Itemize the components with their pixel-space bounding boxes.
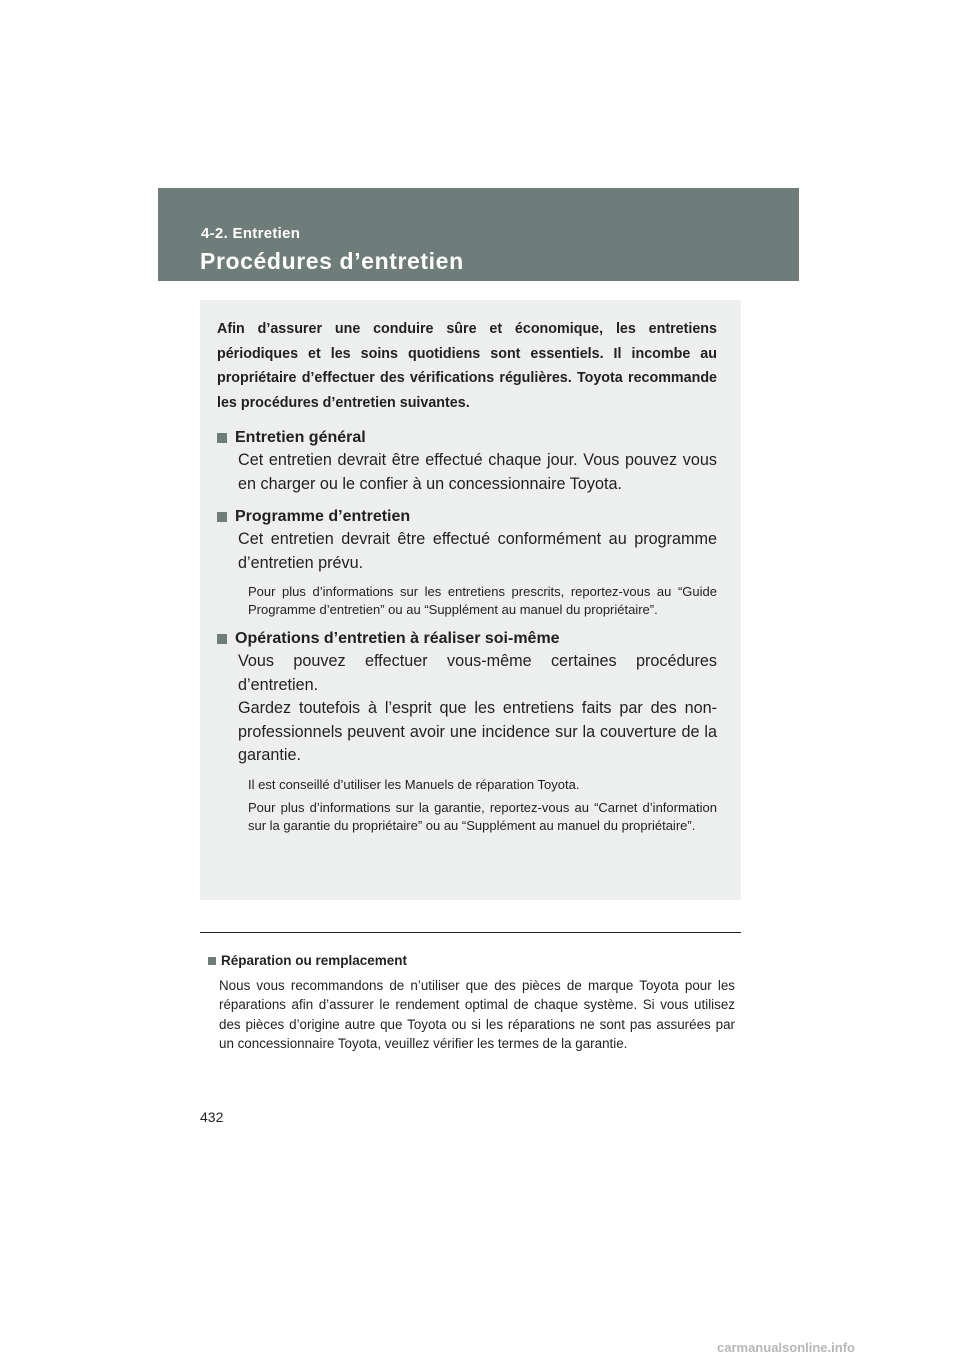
square-bullet-icon <box>217 433 227 443</box>
subsection-heading-text: Programme d’entretien <box>235 508 411 525</box>
repair-heading-text: Réparation ou remplacement <box>221 953 408 968</box>
square-bullet-icon <box>217 512 227 522</box>
section-label: 4-2. Entretien <box>201 225 301 242</box>
subsection-note: Pour plus d’informations sur la garantie, reportez-vous au “Carnet d’information sur la garantie du propriétaire” ou au “Supplément au manuel du propriétaire”. <box>248 800 717 833</box>
square-bullet-icon <box>208 957 216 965</box>
divider-line <box>200 932 741 933</box>
repair-body: Nous vous recommandons de n’utiliser que des pièces de marque Toyota pour les réparations afin d’assurer le rendement optimal de chaque système. Si vous utilisez des pièces d’origine autre que Toyota ou si les réparations ne sont pas assurées par un concessionnaire Toyota, veuillez vérifier les termes de la garantie. <box>219 978 735 1052</box>
subsection-heading-text: Entretien général <box>235 429 366 446</box>
repair-heading <box>208 952 735 970</box>
subsection-heading <box>217 506 717 528</box>
square-bullet-icon <box>217 634 227 644</box>
subsection-body: Gardez toutefois à l’esprit que les entretiens faits par des non-professionnels peuvent avoir une incidence sur la couverture de la garantie. <box>238 699 717 764</box>
info-box <box>200 300 741 900</box>
chapter-header <box>158 188 799 281</box>
intro-text: Afin d’assurer une conduire sûre et économique, les entretiens périodiques et les soins quotidiens sont essentiels. Il incombe au propriétaire d’effectuer des vérifications régulières. Toyota recommande les procédures d’entretien suivantes. <box>217 321 717 411</box>
page-title: Procédures d’entretien <box>200 248 464 274</box>
watermark: carmanualsonline.info <box>717 1340 855 1355</box>
repair-section <box>208 952 735 1054</box>
subsection-schedule <box>217 506 717 618</box>
subsection-body: Cet entretien devrait être effectué chaque jour. Vous pouvez vous en charger ou le confier à un concessionnaire Toyota. <box>238 451 717 493</box>
subsection-note: Il est conseillé d’utiliser les Manuels de réparation Toyota. <box>248 776 580 792</box>
subsection-note: Pour plus d’informations sur les entretiens prescrits, reportez-vous au “Guide Programme d’entretien” ou au “Supplément au manuel du propriétaire”. <box>248 584 717 617</box>
subsection-heading <box>217 628 717 650</box>
subsection-body: Cet entretien devrait être effectué conformément au programme d’entretien prévu. <box>238 530 717 572</box>
subsection-heading <box>217 427 717 449</box>
page-number: 432 <box>200 1109 224 1125</box>
subsection-general <box>217 427 717 496</box>
subsection-heading-text: Opérations d’entretien à réaliser soi-même <box>235 630 560 647</box>
subsection-body: Vous pouvez effectuer vous-même certaines procédures d’entretien. <box>238 652 717 694</box>
subsection-diy <box>217 628 717 834</box>
